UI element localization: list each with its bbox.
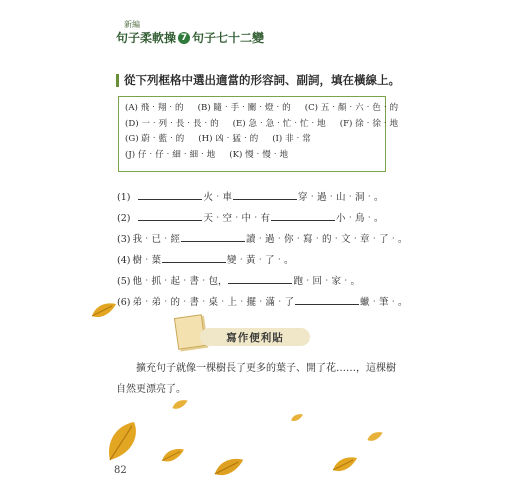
- option-item: (C) 五‧顏‧六‧色‧的: [304, 103, 399, 113]
- option-item: (I) 非‧常: [272, 134, 311, 145]
- question-text: 樹‧葉: [132, 255, 161, 266]
- answer-blank[interactable]: [295, 294, 359, 305]
- question-text: 小‧鳥‧。: [335, 213, 384, 224]
- answer-blank[interactable]: [138, 189, 202, 200]
- question-number: (2): [117, 213, 131, 224]
- question-number: (6): [117, 297, 131, 308]
- option-item: (K) 慢‧慢‧地: [229, 149, 289, 160]
- question-text: 讀‧過‧你‧寫‧的‧文‧章‧了‧。: [245, 234, 408, 245]
- question-text: 跑‧回‧家‧。: [293, 276, 360, 287]
- question-text: 火‧車: [203, 192, 232, 203]
- option-item: (G) 蔚‧藍‧的: [125, 134, 185, 145]
- option-item: (D) 一‧列‧長‧長‧的: [125, 118, 219, 129]
- option-item: (B) 隨‧手‧關‧燈‧的: [197, 103, 291, 113]
- instruction: [116, 72, 400, 88]
- instruction-bar: [116, 74, 119, 87]
- options-row: [125, 117, 399, 133]
- header-title-right: 句子七十二變: [192, 31, 265, 45]
- answer-blank[interactable]: [271, 210, 335, 221]
- question-number: (5): [117, 276, 131, 287]
- options-box: [118, 96, 399, 172]
- chapter-badge: 7: [178, 32, 190, 44]
- answer-blank[interactable]: [233, 189, 297, 200]
- question-text: 蠟‧筆‧。: [359, 297, 408, 308]
- answer-blank[interactable]: [138, 210, 202, 221]
- options-row: [125, 148, 379, 164]
- question-6: [117, 294, 408, 308]
- question-number: (4): [117, 255, 131, 266]
- question-3: [117, 231, 408, 245]
- question-text: 變‧黃‧了‧。: [226, 255, 294, 266]
- question-2: [117, 210, 384, 224]
- option-item: (F) 徐‧徐‧地: [339, 118, 399, 129]
- options-row: [125, 101, 399, 117]
- leaf-icon: [90, 300, 118, 322]
- book-header: [116, 20, 264, 46]
- option-item: (A) 飛‧翔‧的: [125, 103, 184, 113]
- leaf-icon: [290, 412, 304, 424]
- option-item: (J) 仔‧仔‧細‧細‧地: [125, 149, 216, 160]
- option-item: (E) 急‧急‧忙‧忙‧地: [232, 118, 326, 129]
- answer-blank[interactable]: [228, 273, 292, 284]
- options-row: [125, 132, 379, 148]
- header-small-label: 新編: [124, 20, 140, 29]
- question-1: [117, 189, 384, 203]
- page-number: 82: [114, 465, 127, 476]
- question-text: 弟‧弟‧的‧書‧桌‧上‧擺‧滿‧了: [132, 297, 294, 308]
- question-number: (1): [117, 192, 131, 203]
- option-item: (H) 凶‧猛‧的: [198, 134, 259, 145]
- question-5: [117, 273, 360, 287]
- question-text: 穿‧過‧山‧洞‧。: [297, 192, 384, 203]
- leaf-icon: [104, 420, 146, 464]
- leaf-icon: [170, 398, 190, 412]
- header-title-left: 句子柔軟操: [116, 31, 177, 45]
- leaf-icon: [212, 455, 246, 481]
- question-number: (3): [117, 234, 131, 245]
- answer-blank[interactable]: [181, 231, 245, 242]
- question-text: 我‧已‧經: [132, 234, 180, 245]
- leaf-icon: [366, 430, 384, 444]
- writing-tip: 擴充句子就像一棵樹長了更多的葉子、開了花……，這棵樹自然更漂亮了。: [116, 363, 396, 395]
- question-text: 天‧空‧中‧有: [203, 213, 270, 224]
- leaf-icon: [330, 454, 360, 476]
- question-text: 他‧抓‧起‧書‧包，: [132, 276, 228, 287]
- answer-blank[interactable]: [162, 252, 226, 263]
- leaf-icon: [158, 446, 188, 466]
- note-title: 寫作便利貼: [200, 328, 310, 346]
- question-4: [117, 252, 294, 266]
- instruction-text: 從下列框格中選出適當的形容詞、副詞，填在橫線上。: [124, 73, 400, 87]
